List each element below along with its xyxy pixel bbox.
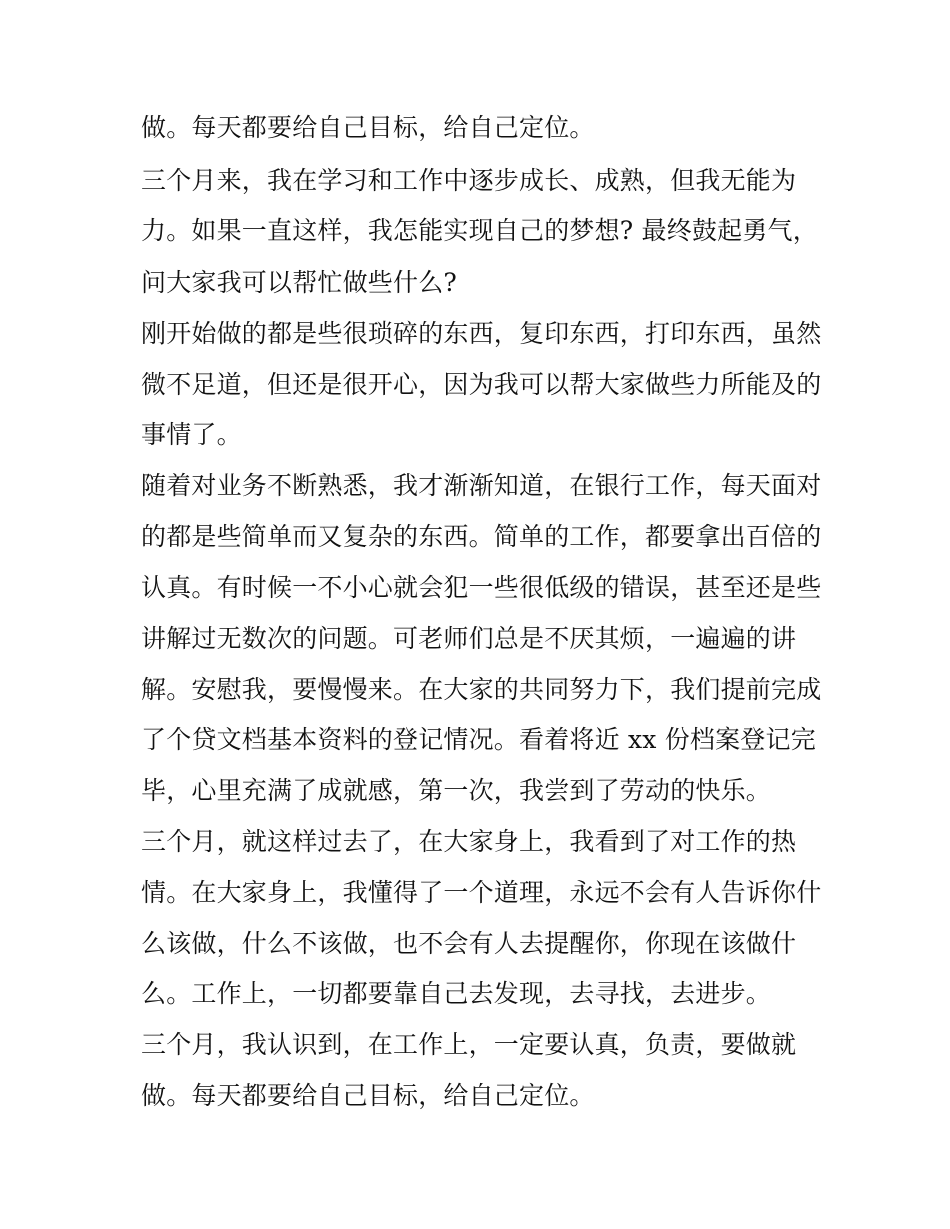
text-line: 情。在大家身上，我懂得了一个道理，永远不会有人告诉你什 — [141, 878, 822, 907]
text-line: 讲解过无数次的问题。可老师们总是不厌其烦，一遍遍的讲 — [141, 624, 797, 653]
text-line: 解。安慰我，要慢慢来。在大家的共同努力下，我们提前完成 — [141, 675, 822, 704]
text-line: 力。如果一直这样，我怎能实现自己的梦想? 最终鼓起勇气， — [141, 216, 818, 245]
text-line: 随着对业务不断熟悉，我才渐渐知道，在银行工作，每天面对 — [141, 471, 822, 500]
text-line: 认真。有时候一不小心就会犯一些很低级的错误，甚至还是些 — [141, 573, 822, 602]
text-line: 三个月，我认识到，在工作上，一定要认真，负责，要做就 — [141, 1030, 797, 1059]
text-line: 的都是些简单而又复杂的东西。简单的工作，都要拿出百倍的 — [141, 522, 822, 551]
text-line: 微不足道，但还是很开心，因为我可以帮大家做些力所能及的 — [141, 370, 822, 399]
text-line: 了个贷文档基本资料的登记情况。看着将近 xx 份档案登记完 — [141, 725, 816, 754]
text-line: 刚开始做的都是些很琐碎的东西，复印东西，打印东西，虽然 — [141, 319, 822, 348]
text-line: 三个月来，我在学习和工作中逐步成长、成熟，但我无能为 — [141, 166, 797, 195]
text-line: 做。每天都要给自己目标，给自己定位。 — [141, 113, 595, 142]
text-line: 事情了。 — [141, 420, 242, 449]
text-line: 么该做，什么不该做，也不会有人去提醒你，你现在该做什 — [141, 929, 797, 958]
text-line: 做。每天都要给自己目标，给自己定位。 — [141, 1081, 595, 1110]
text-line: 三个月，就这样过去了，在大家身上，我看到了对工作的热 — [141, 827, 797, 856]
text-line: 么。工作上，一切都要靠自己去发现，去寻找，去进步。 — [141, 979, 772, 1008]
text-line: 问大家我可以帮忙做些什么? — [141, 268, 458, 297]
text-line: 毕，心里充满了成就感，第一次，我尝到了劳动的快乐。 — [141, 776, 772, 805]
